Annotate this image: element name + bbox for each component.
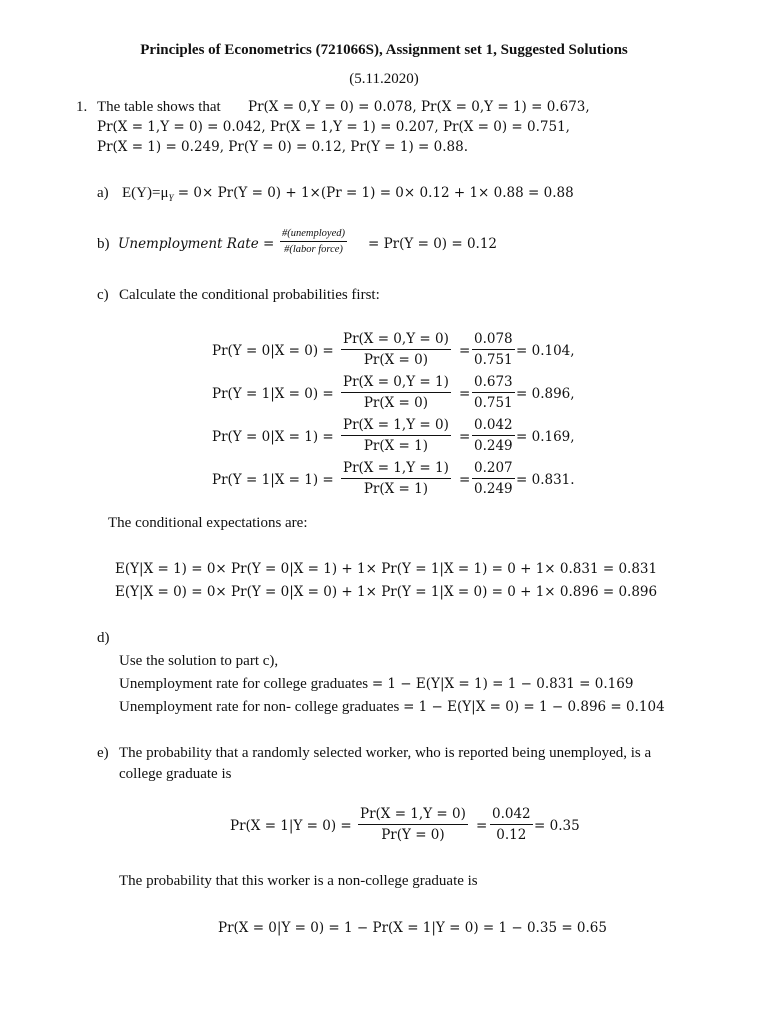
cond-exp-intro: The conditional expectations are: bbox=[108, 515, 308, 531]
question-intro-math-line2: Pr(X = 1,Y = 0) = 0.042, Pr(X = 1,Y = 1) = 0.207, Pr(X = 0) = 0.751, bbox=[97, 119, 570, 135]
cond-prob-numeric-denominator: 0.249 bbox=[472, 435, 515, 454]
part-e-numeric-numerator: 0.042 bbox=[492, 806, 531, 822]
cond-prob-numeric-numerator: 0.673 bbox=[474, 374, 513, 390]
cond-exp-line-1: E(Y|X = 1) = 0× Pr(Y = 0|X = 1) + 1× Pr(Y = 1|X = 1) = 0 + 1× 0.831 = 0.831 bbox=[115, 561, 658, 577]
cond-prob-fraction bbox=[341, 331, 451, 368]
part-e-numeric-denominator: 0.12 bbox=[490, 824, 533, 843]
part-a-label: a) bbox=[97, 185, 109, 201]
cond-prob-numerator: Pr(X = 0,Y = 0) bbox=[343, 331, 449, 347]
part-e-denominator: Pr(Y = 0) bbox=[358, 824, 468, 843]
part-b-lhs: Unemployment Rate = bbox=[118, 236, 275, 252]
cond-prob-numerator: Pr(X = 1,Y = 1) bbox=[343, 460, 449, 476]
part-e-result: = 0.35 bbox=[534, 818, 580, 834]
part-b-rhs: = Pr(Y = 0) = 0.12 bbox=[368, 236, 498, 252]
part-e-label: e) bbox=[97, 745, 109, 761]
part-e-eq-lhs: Pr(X = 1|Y = 0) = bbox=[230, 818, 352, 834]
cond-prob-numeric-denominator: 0.249 bbox=[472, 478, 515, 497]
part-a-subscript: Y bbox=[168, 193, 174, 203]
equals-sign: = bbox=[459, 343, 471, 359]
part-d-line-2-text: Unemployment rate for college graduates bbox=[119, 676, 369, 692]
part-e-numeric-fraction bbox=[490, 806, 533, 843]
cond-prob-numerator: Pr(X = 0,Y = 1) bbox=[343, 374, 449, 390]
question-intro-math-line1: Pr(X = 0,Y = 0) = 0.078, Pr(X = 0,Y = 1) = 0.673, bbox=[248, 99, 590, 115]
cond-prob-fraction bbox=[341, 374, 451, 411]
part-b-numerator: #(unemployed) bbox=[282, 228, 345, 239]
cond-prob-lhs: Pr(Y = 0|X = 0) = bbox=[212, 343, 334, 359]
part-a-rhs: = 0× Pr(Y = 0) + 1×(Pr = 1) = 0× 0.12 + 1× 0.88 = 0.88 bbox=[173, 185, 574, 201]
cond-prob-numeric-fraction bbox=[472, 417, 515, 454]
cond-prob-result: = 0.831. bbox=[516, 472, 575, 488]
cond-prob-numeric-numerator: 0.207 bbox=[474, 460, 513, 476]
cond-prob-denominator: Pr(X = 1) bbox=[341, 435, 451, 454]
cond-prob-lhs: Pr(Y = 1|X = 1) = bbox=[212, 472, 334, 488]
document-title: Principles of Econometrics (721066S), Assignment set 1, Suggested Solutions bbox=[140, 42, 628, 58]
part-d-line-1: Use the solution to part c), bbox=[119, 653, 279, 669]
cond-prob-result: = 0.896, bbox=[516, 386, 575, 402]
part-e-line-3: The probability that this worker is a non-college graduate is bbox=[119, 873, 478, 889]
part-d-line-3-text: Unemployment rate for non- college graduates bbox=[119, 699, 400, 715]
part-e-numerator: Pr(X = 1,Y = 0) bbox=[360, 806, 466, 822]
equals-sign: = bbox=[476, 818, 488, 834]
question-intro-text: The table shows that bbox=[97, 99, 221, 115]
cond-prob-numeric-fraction bbox=[472, 374, 515, 411]
cond-prob-denominator: Pr(X = 0) bbox=[341, 349, 451, 368]
cond-prob-numeric-numerator: 0.078 bbox=[474, 331, 513, 347]
part-a-lhs: E(Y)=μ bbox=[122, 185, 169, 201]
part-a-equation bbox=[122, 185, 574, 203]
document-date: (5.11.2020) bbox=[349, 71, 419, 87]
cond-prob-numerator: Pr(X = 1,Y = 0) bbox=[343, 417, 449, 433]
cond-prob-lhs: Pr(Y = 0|X = 1) = bbox=[212, 429, 334, 445]
cond-prob-numeric-denominator: 0.751 bbox=[472, 392, 515, 411]
cond-prob-result: = 0.104, bbox=[516, 343, 575, 359]
part-b-denominator: #(labor force) bbox=[280, 241, 347, 255]
equals-sign: = bbox=[459, 386, 471, 402]
cond-prob-result: = 0.169, bbox=[516, 429, 575, 445]
equals-sign: = bbox=[459, 472, 471, 488]
cond-prob-numeric-denominator: 0.751 bbox=[472, 349, 515, 368]
cond-prob-numeric-fraction bbox=[472, 460, 515, 497]
cond-prob-lhs: Pr(Y = 1|X = 0) = bbox=[212, 386, 334, 402]
part-b-label: b) bbox=[97, 236, 110, 252]
part-e-fraction bbox=[358, 806, 468, 843]
part-c-intro: Calculate the conditional probabilities first: bbox=[119, 287, 380, 303]
cond-prob-denominator: Pr(X = 1) bbox=[341, 478, 451, 497]
part-d-line-3 bbox=[119, 699, 665, 716]
part-d-label: d) bbox=[97, 630, 110, 646]
cond-exp-line-2: E(Y|X = 0) = 0× Pr(Y = 0|X = 0) + 1× Pr(Y = 1|X = 0) = 0 + 1× 0.896 = 0.896 bbox=[115, 584, 658, 600]
part-c-label: c) bbox=[97, 287, 109, 303]
cond-prob-denominator: Pr(X = 0) bbox=[341, 392, 451, 411]
part-d-line-3-math: = 1 − E(Y|X = 0) = 1 − 0.896 = 0.104 bbox=[403, 699, 665, 715]
part-e-line-1: The probability that a randomly selected worker, who is reported being unemployed, is a bbox=[119, 745, 652, 761]
question-number: 1. bbox=[76, 99, 88, 115]
equals-sign: = bbox=[459, 429, 471, 445]
part-d-line-2 bbox=[119, 676, 633, 693]
part-b-fraction bbox=[280, 228, 347, 255]
part-e-line-2: college graduate is bbox=[119, 766, 232, 782]
cond-prob-fraction bbox=[341, 460, 451, 497]
cond-prob-fraction bbox=[341, 417, 451, 454]
part-e-final-equation: Pr(X = 0|Y = 0) = 1 − Pr(X = 1|Y = 0) = 1 − 0.35 = 0.65 bbox=[218, 920, 607, 936]
cond-prob-numeric-numerator: 0.042 bbox=[474, 417, 513, 433]
question-intro-math-line3: Pr(X = 1) = 0.249, Pr(Y = 0) = 0.12, Pr(Y = 1) = 0.88. bbox=[97, 139, 468, 155]
cond-prob-numeric-fraction bbox=[472, 331, 515, 368]
part-d-line-2-math: = 1 − E(Y|X = 1) = 1 − 0.831 = 0.169 bbox=[371, 676, 634, 692]
